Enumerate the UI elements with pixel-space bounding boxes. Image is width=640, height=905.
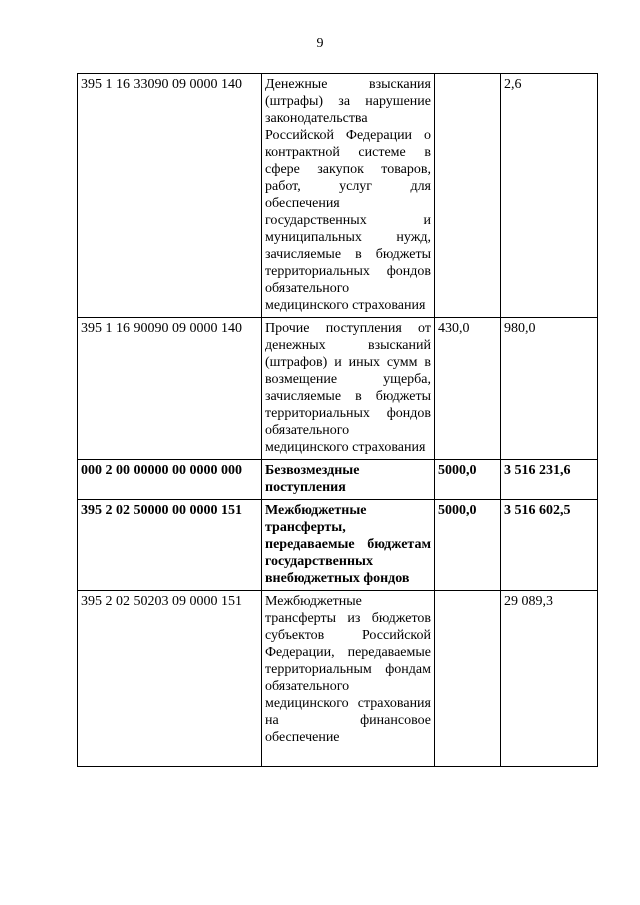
table-row [78,500,598,591]
amount-cell-1: 5000,0 [435,500,501,591]
amount-cell-1: 5000,0 [435,460,501,500]
income-name-cell: Безвозмездные поступления [262,460,435,500]
amount-cell-2: 980,0 [501,318,598,460]
amount-cell-1 [435,74,501,318]
amount-cell-2: 29 089,3 [501,591,598,767]
table-row [78,74,598,318]
table-row [78,318,598,460]
page-number: 9 [316,36,324,51]
amount-cell-1 [435,591,501,767]
budget-code-cell: 395 2 02 50000 00 0000 151 [78,500,262,591]
amount-cell-2: 3 516 231,6 [501,460,598,500]
income-name-cell: Прочие поступления от денежных взысканий (штрафов) и иных сумм в возмещение ущерба, зачисляемые в бюджеты территориальных фондов обязательного медицинского страхования [262,318,435,460]
budget-code-cell: 000 2 00 00000 00 0000 000 [78,460,262,500]
budget-code-cell: 395 1 16 33090 09 0000 140 [78,74,262,318]
amount-cell-2: 2,6 [501,74,598,318]
income-name-cell: Межбюджетные трансферты, передаваемые бюджетам государственных внебюджетных фондов [262,500,435,591]
table-row [78,460,598,500]
table-row [78,591,598,767]
amount-cell-2: 3 516 602,5 [501,500,598,591]
budget-revenue-table [77,73,598,767]
income-name-cell: Межбюджетные трансферты из бюджетов субъектов Российской Федерации, передаваемые территориальным фондам обязательного медицинского страхования на финансовое обеспечение [262,591,435,767]
income-name-cell: Денежные взыскания (штрафы) за нарушение законодательства Российской Федерации о контрактной системе в сфере закупок товаров, работ, услуг для обеспечения государственных и муниципальных нужд, зачисляемые в бюджеты территориальных фондов обязательного медицинского страхования [262,74,435,318]
budget-code-cell: 395 2 02 50203 09 0000 151 [78,591,262,767]
amount-cell-1: 430,0 [435,318,501,460]
budget-code-cell: 395 1 16 90090 09 0000 140 [78,318,262,460]
